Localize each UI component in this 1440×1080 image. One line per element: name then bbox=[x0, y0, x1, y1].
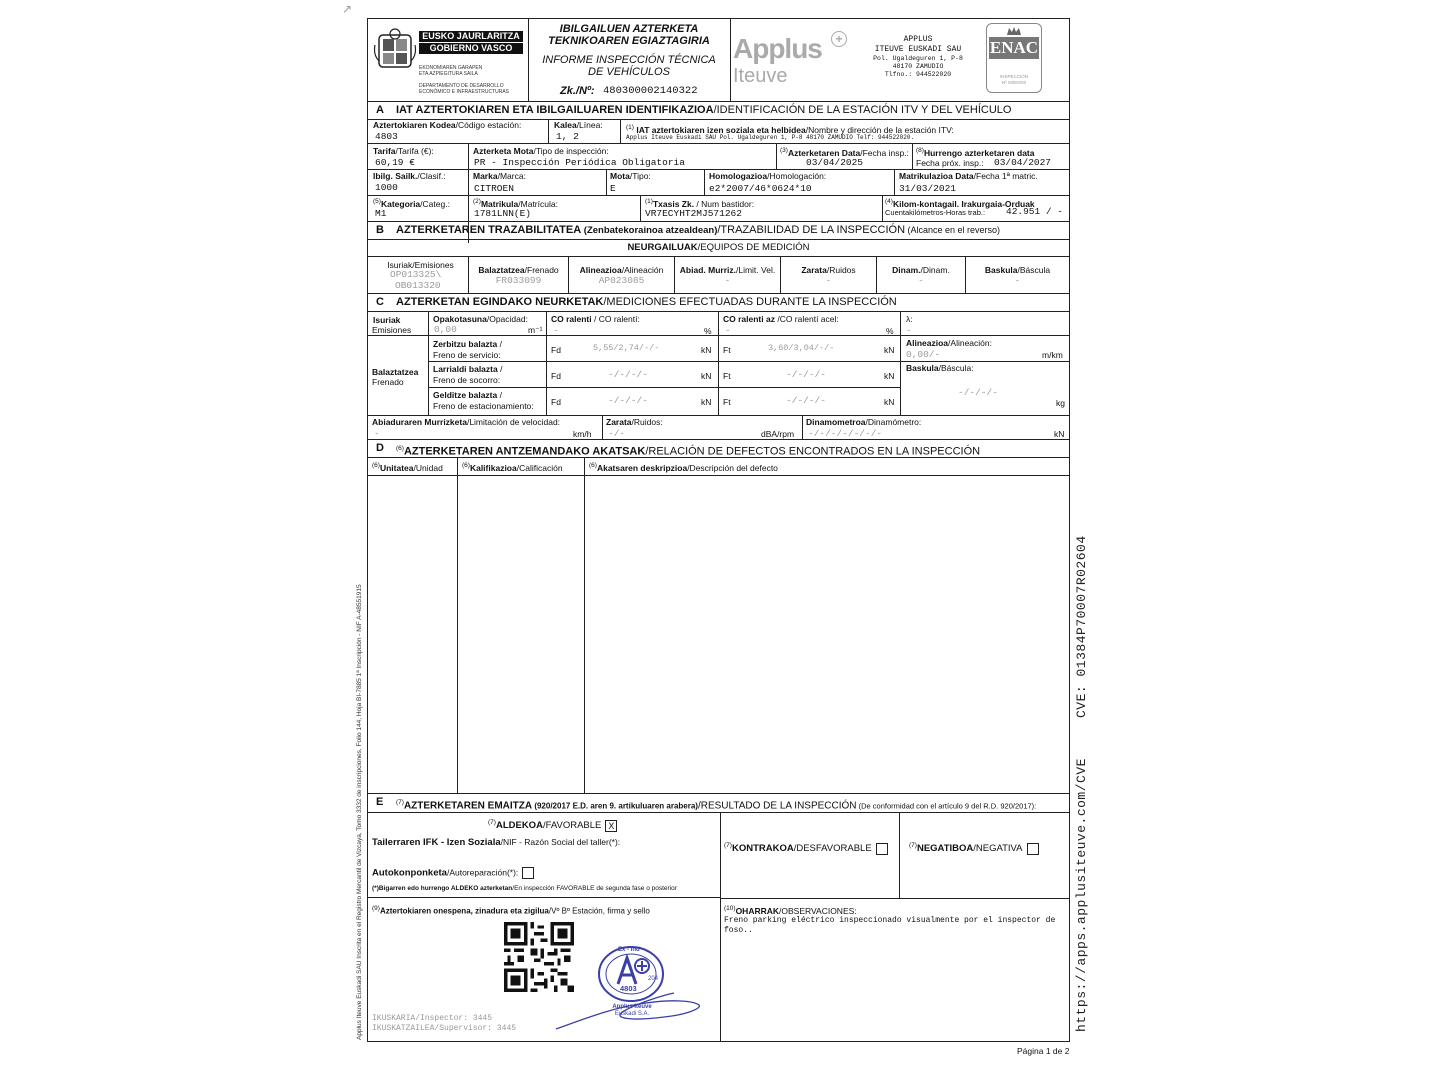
park-fd-unit: kN bbox=[701, 397, 712, 407]
applus-brand: Applus bbox=[733, 33, 822, 64]
section-c-header: C AZTERKETAN EGINDAKO NEURKETAK/MEDICIONES EFECTUADAS DURANTE LA INSPECCIÓN bbox=[376, 296, 897, 308]
report-number: 480300002140322 bbox=[603, 85, 698, 97]
equip-dyn-label: Dinam./Dinam. bbox=[892, 265, 950, 275]
c-brake-label: Balaztatzea bbox=[372, 367, 419, 377]
next-date: 03/04/2027 bbox=[994, 157, 1052, 168]
favorable-result: $^{(7)}$ALDEKOA/FAVORABLE X bbox=[488, 819, 617, 832]
lambda-label: λ: bbox=[906, 314, 913, 324]
c-dyn-unit: kN bbox=[1054, 429, 1065, 439]
crown-icon bbox=[1006, 26, 1022, 36]
co-idle-unit: % bbox=[704, 326, 712, 336]
service-fd-unit: kN bbox=[701, 345, 712, 355]
service-ft-label: Ft bbox=[723, 345, 731, 355]
service-fd-value: 5,55/2,74/-/- bbox=[593, 343, 660, 353]
section-b-header: B AZTERKETAREN TRAZABILITATEA (Zenbatekorainoa atzealdean)/TRAZABILIDAD DE LA INSPECCIÓN (Alcance en el reverso) bbox=[376, 224, 1001, 236]
c-emissions-label-es: Emisiones bbox=[372, 325, 412, 335]
service-ft-unit: kN bbox=[884, 345, 895, 355]
next-date-label-es: Fecha próx. insp.: bbox=[916, 158, 984, 168]
plus-icon: + bbox=[831, 31, 847, 47]
aux-fd-unit: kN bbox=[701, 371, 712, 381]
stamp-side: 204 bbox=[648, 976, 659, 982]
line-value: 1, 2 bbox=[556, 131, 579, 142]
class-value: 1000 bbox=[375, 182, 398, 193]
equip-scale-value: - bbox=[1014, 275, 1021, 286]
c-brake-label-es: Frenado bbox=[372, 377, 404, 387]
c-dyn-label: Dinamometroa/Dinamómetro: bbox=[806, 417, 922, 427]
cve-vertical-text: CVE: 01384P70007R02604 bbox=[1074, 535, 1089, 718]
reg-date-label: Matrikulazioa Data/Fecha 1ª matric. bbox=[899, 171, 1038, 181]
c-noise-label: Zarata/Ruidos: bbox=[606, 417, 663, 427]
company-line-1: APPLUS bbox=[903, 35, 933, 44]
gobierno-vasco-logo bbox=[373, 25, 523, 95]
unfavorable-checkbox[interactable] bbox=[876, 843, 888, 855]
line-label: Kalea/Línea: bbox=[554, 120, 603, 130]
c-scale-label: Baskula/Báscula: bbox=[906, 363, 974, 373]
c-emissions-label: Isuriak bbox=[373, 315, 401, 325]
applus-logo bbox=[733, 33, 853, 89]
dept-line-3: DEPARTAMENTO DE DESARROLLO bbox=[419, 83, 504, 89]
supervisor-line: IKUSKATZAILEA/Supervisor: 3445 bbox=[372, 1024, 517, 1033]
self-repair-checkbox[interactable] bbox=[522, 867, 534, 879]
equip-emissions-label: Isuriak/Emisiones bbox=[387, 260, 454, 270]
enac-label: ENAC bbox=[989, 38, 1039, 57]
iteuve-brand: Iteuve bbox=[733, 65, 788, 87]
reg-date: 31/03/2021 bbox=[899, 183, 957, 194]
report-title-eu-2: TEKNIKOAREN EGIAZTAGIRIA bbox=[548, 35, 710, 47]
defect-col-description: $^{(6)}$Akatsaren deskripzioa/Descripción del defecto bbox=[589, 462, 778, 473]
equip-brake-value: FR033099 bbox=[495, 275, 542, 286]
cve-url-vertical-text[interactable]: https://apps.applusiteuve.com/CVE bbox=[1074, 758, 1089, 1032]
lambda-value: - bbox=[906, 325, 912, 336]
equipment-header: NEURGAILUAK/EQUIPOS DE MEDICIÓN bbox=[627, 242, 810, 253]
co-acc-value: - bbox=[725, 325, 731, 336]
observations-text-1: Freno parking eléctrico inspeccionado visualmente por el inspector de bbox=[724, 916, 1056, 925]
stamp-number: 4803 bbox=[620, 984, 637, 993]
equip-align-label: Alineazioa/Alineación bbox=[579, 265, 664, 275]
logo-line-2: GOBIERNO VASCO bbox=[419, 43, 523, 54]
make-value: CITROEN bbox=[474, 183, 514, 194]
c-align-label: Alineazioa/Alineación: bbox=[906, 338, 992, 348]
station-code-label: Aztertokiaren Kodea/Código estación: bbox=[373, 120, 522, 130]
aux-ft-value: -/-/-/- bbox=[786, 369, 826, 380]
insp-type-label: Azterketa Mota/Tipo de inspección: bbox=[473, 146, 609, 156]
plate-label: $^{(2)}$Matrikula/Matrícula: bbox=[473, 198, 558, 209]
logo-line-1: EUSKO JAURLARITZA bbox=[419, 31, 523, 42]
section-e-header: E $^{(7)}$AZTERKETAREN EMAITZA (920/2017 E.D. aren 9. artikuluaren arabera)/RESULTADO DE LA INSPECCIÓN (De conformidad con el artículo 9 del R.D. 920/2017): bbox=[376, 796, 1037, 812]
negative-result: $^{(7)}$NEGATIBOA/NEGATIVA bbox=[909, 842, 1039, 855]
aux-ft-label: Ft bbox=[723, 371, 731, 381]
category-label: $^{(5)}$Kategoria/Categ.: bbox=[373, 198, 450, 209]
equip-scale-label: Baskula/Báscula bbox=[984, 265, 1051, 275]
c-scale-value: -/-/-/- bbox=[958, 387, 998, 398]
dept-line-2: ETA AZPIEGITURA SAILA bbox=[419, 71, 478, 77]
inspector-line: IKUSKARIA/Inspector: 3445 bbox=[372, 1014, 493, 1023]
section-a-header: A IAT AZTERTOKIAREN ETA IBILGAILUAREN IDENTIFIKAZIOA/IDENTIFICACIÓN DE LA ESTACIÓN ITV Y DEL VEHÍCULO bbox=[376, 104, 1012, 116]
workshop-label: Tailerraren IFK - Izen Soziala/NIF - Razón Social del taller(*): bbox=[372, 837, 621, 848]
report-title-es-1: INFORME INSPECCIÓN TÉCNICA bbox=[542, 54, 716, 66]
negative-checkbox[interactable] bbox=[1027, 843, 1039, 855]
co-idle-value: - bbox=[553, 325, 559, 336]
stamp-top: Ex - Ind bbox=[618, 947, 640, 953]
make-label: Marka/Marca: bbox=[473, 171, 526, 181]
company-line-4: 48170 ZAMUDIO bbox=[892, 63, 944, 70]
park-fd-label: Fd bbox=[551, 397, 561, 407]
co-acc-unit: % bbox=[886, 326, 894, 336]
category-value: M1 bbox=[375, 208, 387, 219]
c-noise-unit: dBA/rpm bbox=[761, 429, 795, 439]
equip-speed-label: Abiad. Murriz./Limit. Vel. bbox=[679, 265, 776, 275]
next-date-label: $^{(8)}$Hurrengo azterketaren data bbox=[916, 147, 1035, 158]
dept-line-4: ECONÓMICO E INFRAESTRUCTURAS bbox=[419, 89, 510, 95]
odo-label: $^{(4)}$Kilom-kontagail. Irakurgaia-Orduak bbox=[885, 198, 1035, 209]
aux-ft-unit: kN bbox=[884, 371, 895, 381]
report-number-label: Zk./Nº: bbox=[560, 85, 595, 97]
station-code: 4803 bbox=[375, 131, 398, 142]
c-dyn-value: -/-/-/-/-/-/- bbox=[808, 428, 883, 439]
observations-label: $^{(10)}$OHARRAK/OBSERVACIONES: bbox=[724, 905, 857, 916]
vin-label: $^{(1)}$Txasis Zk. / Num bastidor: bbox=[645, 198, 755, 209]
park-fd-value: -/-/-/- bbox=[608, 395, 648, 406]
section-d-header: D $^{(6)}$AZTERKETAREN ANTZEMANDAKO AKATSAK/RELACIÓN DE DEFECTOS ENCONTRADOS EN LA INSPECCIÓN bbox=[376, 442, 981, 458]
class-label: Ibilg. Sailk./Clasif.: bbox=[373, 171, 446, 181]
park-brake-label-es: Freno de estacionamiento: bbox=[433, 401, 534, 411]
report-title-eu-1: IBILGAILUEN AZTERKETA bbox=[559, 23, 699, 35]
c-speed-label: Abiaduraren Murrizketa/Limitación de velocidad: bbox=[372, 417, 561, 427]
equip-emissions-value-1: OP013325\ bbox=[390, 269, 442, 280]
aux-fd-label: Fd bbox=[551, 371, 561, 381]
favorable-checkbox[interactable]: X bbox=[605, 820, 617, 832]
service-fd-label: Fd bbox=[551, 345, 561, 355]
enac-sub-1: INSPECCIÓN bbox=[999, 74, 1028, 79]
odo-value: 42.951 / - bbox=[1006, 206, 1064, 217]
company-line-3: Pol. Ugaldeguren 1, P-8 bbox=[873, 55, 963, 62]
opacity-value: 0,00 bbox=[434, 324, 457, 335]
registry-vertical-text: Applus Iteuve Euskadi SAU Inscrita en el Registro Mercantil de Vizcaya, Tomo 3332 de inscripciones, Folio 144, Hoja BI-7885 1ª Inscripción - NIF A-48551915 bbox=[356, 584, 363, 1040]
service-ft-value: 3,60/3,04/-/- bbox=[768, 343, 835, 353]
park-ft-unit: kN bbox=[884, 397, 895, 407]
type-label: Mota/Tipo: bbox=[610, 171, 651, 181]
qr-code-icon[interactable] bbox=[504, 922, 574, 992]
enac-logo bbox=[986, 23, 1042, 93]
park-ft-label: Ft bbox=[723, 397, 731, 407]
stamp-line-2: Euskadi S.A. bbox=[614, 1011, 650, 1017]
c-noise-value: -/- bbox=[608, 428, 626, 439]
opacity-unit: m⁻¹ bbox=[528, 325, 543, 335]
aux-fd-value: -/-/-/- bbox=[608, 369, 648, 380]
insp-date-label: $^{(3)}$Azterketaren Data/Fecha insp.: bbox=[780, 147, 909, 158]
equip-brake-label: Balaztatzea/Frenado bbox=[478, 265, 559, 275]
c-align-value: 0,00/- bbox=[906, 349, 941, 360]
self-repair-label: Autokonponketa/Autoreparación(*): bbox=[372, 867, 534, 879]
observations-text-2: foso.. bbox=[724, 926, 753, 935]
enac-sub-2: Nº 00/EI000 bbox=[1001, 80, 1027, 85]
coat-of-arms-icon bbox=[373, 27, 417, 69]
service-brake-label-es: Freno de servicio: bbox=[433, 350, 501, 360]
c-speed-unit: km/h bbox=[573, 429, 592, 439]
aux-brake-label: Larrialdi balazta / bbox=[433, 364, 503, 374]
inspection-report-page bbox=[367, 18, 1070, 1042]
co-idle-label: CO ralenti / CO ralentí: bbox=[551, 314, 640, 324]
aux-brake-label-es: Freno de socorro: bbox=[433, 375, 501, 385]
co-acc-label: CO ralenti az /CO ralentí acel: bbox=[723, 314, 839, 324]
fee-value: 60,19 € bbox=[375, 157, 415, 168]
equip-speed-value: - bbox=[724, 275, 731, 286]
fee-label: Tarifa/Tarifa (€): bbox=[373, 146, 434, 156]
station-name-label: $^{(1)}$ IAT aztertokiaren izen soziala eta helbidea/Nombre y dirección de la estación ITV: bbox=[626, 124, 954, 135]
station-name: Applus Iteuve Euskadi SAU Pol. Ugaldeguren 1, P-8 48170 ZAMUDIO Telf: 944522020. bbox=[626, 134, 915, 141]
c-scale-unit: kg bbox=[1056, 398, 1065, 408]
defect-col-unit: $^{(6)}$Unitatea/Unidad bbox=[372, 462, 443, 473]
c-align-unit: m/km bbox=[1042, 350, 1063, 360]
vin-value: VR7ECYHT2MJ571262 bbox=[645, 208, 742, 219]
page-number: Página 1 de 2 bbox=[1017, 1046, 1070, 1056]
service-brake-label: Zerbitzu balazta / bbox=[433, 339, 502, 349]
equip-noise-label: Zarata/Ruidos bbox=[801, 265, 856, 275]
stamp-line-1: Applus Iteuve bbox=[612, 1004, 652, 1010]
signature-label: $^{(9)}$Aztertokiaren onespena, zinadura eta zigilua/Vº Bº Estación, firma y sello bbox=[372, 905, 650, 916]
park-brake-label: Gelditze balazta / bbox=[433, 390, 502, 400]
plate-value: 1781LNN(E) bbox=[474, 208, 532, 219]
homolog-value: e2*2007/46*0624*10 bbox=[709, 183, 812, 194]
dept-line-1: EKONOMIAREN GARAPEN bbox=[419, 65, 483, 71]
defect-col-rating: $^{(6)}$Kalifikazioa/Calificación bbox=[462, 462, 563, 473]
company-line-2: ITEUVE EUSKADI SAU bbox=[874, 45, 962, 54]
opacity-label: Opakotasuna/Opacidad: bbox=[433, 314, 528, 324]
insp-date: 03/04/2025 bbox=[806, 157, 864, 168]
insp-type-value: PR - Inspección Periódica Obligatoria bbox=[474, 157, 685, 168]
equip-noise-value: - bbox=[825, 275, 832, 286]
second-phase-note: (*)Bigarren edo hurrengo ALDEKO azterketan/En inspección FAVORABLE de segunda fase o posterior bbox=[372, 885, 677, 892]
park-ft-value: -/-/-/- bbox=[786, 395, 826, 406]
report-title-es-2: DE VEHÍCULOS bbox=[588, 66, 670, 78]
equip-dyn-value: - bbox=[918, 275, 924, 286]
type-value: E bbox=[610, 183, 616, 194]
odo-label-es: Cuentakilómetros-Horas trab.: bbox=[885, 208, 986, 217]
equip-align-value: AP023085 bbox=[598, 275, 645, 286]
homolog-label: Homologazioa/Homologación: bbox=[709, 171, 827, 181]
equip-emissions-value-2: OB013320 bbox=[395, 280, 441, 291]
company-line-5: Tlfno.: 944522020 bbox=[884, 71, 952, 78]
unfavorable-result: $^{(7)}$KONTRAKOA/DESFAVORABLE bbox=[724, 842, 888, 855]
signature-scribble-icon bbox=[554, 989, 704, 1033]
c-speed-value: - bbox=[374, 428, 380, 439]
corner-mark: ↗ bbox=[342, 2, 353, 16]
